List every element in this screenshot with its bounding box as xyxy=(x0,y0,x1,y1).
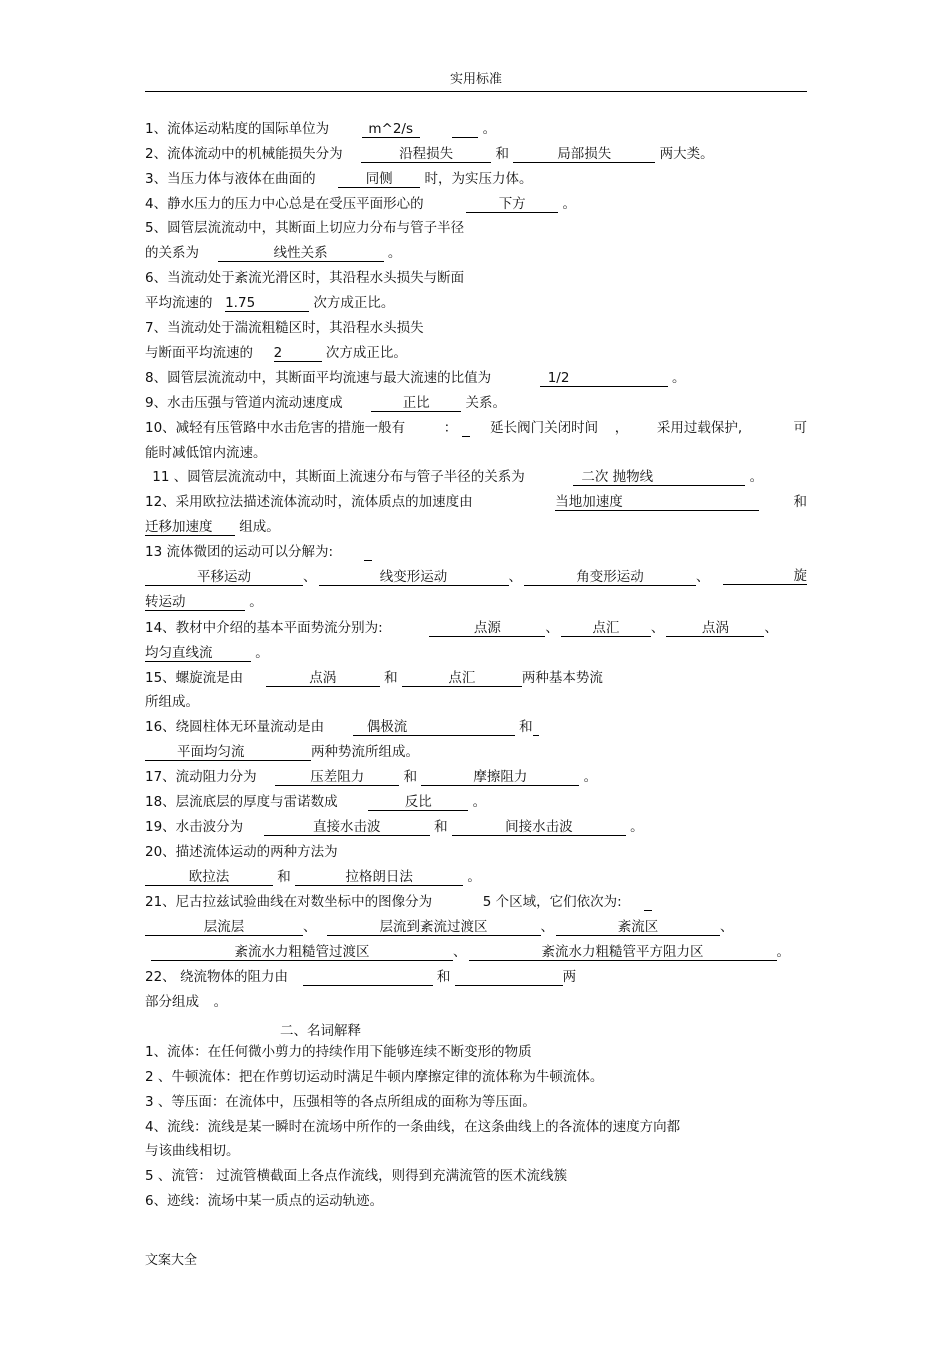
definition-item: 5 、流管： 过流管横截面上各点作流线，则得到充满流管的医术流线簇 xyxy=(145,1168,568,1184)
answer-blank-empty xyxy=(455,970,563,986)
answer-blank: 1.75 xyxy=(225,296,309,312)
question-text: 7、当流动处于湍流粗糙区时，其沿程水头损失 xyxy=(145,320,424,336)
question-text: 。 xyxy=(630,819,644,835)
question-16 xyxy=(145,719,807,736)
question-14-cont xyxy=(145,645,807,662)
question-text: 部分组成 xyxy=(145,994,199,1010)
question-text: 17、流动阻力分为 xyxy=(145,769,257,785)
answer-blank: 旋 xyxy=(723,569,807,585)
answer-blank: 层流层 xyxy=(145,920,303,936)
answer-blank: 点涡 xyxy=(266,671,380,687)
answer-blank-empty xyxy=(533,720,539,736)
question-5 xyxy=(145,220,807,236)
question-3 xyxy=(145,171,807,188)
question-text: 3、当压力体与液体在曲面的 xyxy=(145,171,316,187)
question-text: 10、减轻有压管路中水击危害的措施一般有 xyxy=(145,420,406,436)
question-12 xyxy=(145,494,807,511)
question-text: 。 xyxy=(562,196,576,212)
separator: 、 xyxy=(650,620,665,636)
question-18 xyxy=(145,794,807,811)
question-text: 。 xyxy=(671,370,686,386)
question-21-cont xyxy=(145,919,807,936)
answer-blank: 反比 xyxy=(368,795,468,811)
question-text: 4、静水压力的压力中心总是在受压平面形心的 xyxy=(145,196,424,212)
question-20-cont xyxy=(145,869,807,886)
answer-blank-empty xyxy=(303,970,433,986)
question-text: 19、水击波分为 xyxy=(145,819,244,835)
header-rule xyxy=(145,91,807,92)
answer-blank: 紊流水力粗糙管过渡区 xyxy=(151,945,453,961)
question-11 xyxy=(145,469,807,486)
answer-blank: 下方 xyxy=(466,197,558,213)
answer-blank: m^2/s xyxy=(362,122,420,138)
answer-blank: 迁移加速度 xyxy=(145,520,235,536)
answer-blank: 点源 xyxy=(429,621,545,637)
page-footer: 文案大全 xyxy=(145,1253,198,1268)
separator: 、 xyxy=(764,620,778,636)
answer-blank: 1/2 xyxy=(540,371,668,387)
question-text: 9、水击压强与管道内流动速度成 xyxy=(145,395,343,411)
question-text: 1、流体运动粘度的国际单位为 xyxy=(145,121,330,137)
question-19 xyxy=(145,819,807,836)
question-text: 13 流体微团的运动可以分解为: xyxy=(145,544,334,560)
question-16-cont xyxy=(145,744,807,761)
question-22 xyxy=(145,969,807,986)
answer-blank: 线性关系 xyxy=(218,246,384,262)
separator: 、 xyxy=(453,944,467,960)
question-13 xyxy=(145,544,807,561)
answer-blank: 沿程损失 xyxy=(361,147,491,163)
question-text: 个区域，它们依次为: xyxy=(495,894,622,910)
question-text: 16、绕圆柱体无环量流动是由 xyxy=(145,719,325,735)
question-text: 5、圆管层流流动中，其断面上切应力分布与管子半径 xyxy=(145,220,465,236)
answer-blank: 当地加速度 xyxy=(555,495,759,511)
question-text: 和 xyxy=(384,670,398,686)
question-text: 12、采用欧拉法描述流体流动时，流体质点的加速度由 xyxy=(145,494,473,510)
question-text: ， xyxy=(614,420,629,436)
answer-text: 延长阀门关闭时间 xyxy=(490,420,599,436)
question-7 xyxy=(145,320,807,336)
question-15-cont xyxy=(145,694,807,710)
question-text: 8、圆管层流流动中，其断面平均流速与最大流速的比值为 xyxy=(145,370,492,386)
question-10-cont xyxy=(145,445,807,461)
answer-blank: 欧拉法 xyxy=(145,870,273,886)
question-text: ： xyxy=(443,420,458,436)
question-text: 与断面平均流速的 xyxy=(145,345,253,361)
answer-blank: 层流到紊流过渡区 xyxy=(327,920,541,936)
question-4 xyxy=(145,196,807,213)
question-6-cont xyxy=(145,295,807,312)
question-text: 2、流体流动中的机械能损失分为 xyxy=(145,146,343,162)
question-text: 。 xyxy=(749,469,764,485)
answer-blank-empty xyxy=(452,122,478,138)
answer-blank: 拉格朗日法 xyxy=(295,870,463,886)
answer-blank: 同侧 xyxy=(338,172,420,188)
question-text: 两大类。 xyxy=(659,146,714,162)
answer-blank: 点涡 xyxy=(666,621,764,637)
question-text: 。 xyxy=(249,594,263,610)
separator: 、 xyxy=(303,569,317,585)
definition-item: 3 、等压面：在流体中，压强相等的各点所组成的面称为等压面。 xyxy=(145,1094,536,1110)
question-text: 15、螺旋流是由 xyxy=(145,670,244,686)
question-text: 所组成。 xyxy=(145,694,199,710)
answer-blank: 紊流水力粗糙管平方阻力区 xyxy=(469,945,777,961)
question-5-cont xyxy=(145,245,807,262)
separator: 、 xyxy=(545,620,559,636)
question-10 xyxy=(145,420,807,437)
question-text: 平均流速的 xyxy=(145,295,213,311)
question-text: 两种势流所组成。 xyxy=(311,744,419,760)
question-text: 22、 绕流物体的阻力由 xyxy=(145,969,288,985)
answer-blank: 平移运动 xyxy=(145,570,303,586)
question-text: 5 xyxy=(482,894,492,910)
question-13-cont xyxy=(145,569,807,586)
question-text: 能时减低馆内流速。 xyxy=(145,445,267,461)
question-text: 。 xyxy=(472,794,487,810)
question-text: 和 xyxy=(434,819,448,835)
question-text: 20、描述流体运动的两种方法为 xyxy=(145,844,338,860)
separator: 、 xyxy=(540,919,554,935)
question-text: 。 xyxy=(776,944,790,960)
question-text: 可 xyxy=(793,420,807,436)
answer-blank: 角变形运动 xyxy=(524,570,696,586)
answer-blank-empty xyxy=(644,895,652,911)
question-text: 6、当流动处于紊流光滑区时，其沿程水头损失与断面 xyxy=(145,270,465,286)
question-17 xyxy=(145,769,807,786)
answer-blank: 转运动 xyxy=(145,595,245,611)
separator: 、 xyxy=(508,569,522,585)
answer-blank: 均匀直线流 xyxy=(145,646,251,662)
answer-blank: 紊流区 xyxy=(556,920,720,936)
question-text: 。 xyxy=(387,245,402,261)
answer-blank-empty xyxy=(462,421,470,437)
answer-blank: 正比 xyxy=(371,396,461,412)
separator: 、 xyxy=(303,919,317,935)
question-text: 18、层流底层的厚度与雷诺数成 xyxy=(145,794,338,810)
section-title: 二、名词解释 xyxy=(280,1023,361,1039)
question-text: 21、尼古拉兹试验曲线在对数坐标中的图像分为 xyxy=(145,894,433,910)
answer-blank: 间接水击波 xyxy=(452,820,626,836)
question-2 xyxy=(145,146,807,163)
question-text: 和 xyxy=(277,869,291,885)
definition-item: 1、流体：在任何微小剪力的持续作用下能够连续不断变形的物质 xyxy=(145,1044,532,1060)
answer-blank: 摩擦阻力 xyxy=(421,770,579,786)
question-8 xyxy=(145,370,807,387)
question-text: 和 xyxy=(495,146,509,162)
question-text: 和 xyxy=(436,969,451,985)
question-text: 次方成正比。 xyxy=(313,295,395,311)
definition-item: 2 、牛顿流体：把在作剪切运动时满足牛顿内摩擦定律的流体称为牛顿流体。 xyxy=(145,1069,604,1085)
question-1 xyxy=(145,121,807,138)
question-7-cont xyxy=(145,345,807,362)
question-22-cont xyxy=(145,994,807,1010)
answer-text: 采用过载保护, xyxy=(656,420,743,436)
answer-blank: 平面均匀流 xyxy=(145,745,311,761)
page-header: 实用标准 xyxy=(449,72,502,87)
answer-blank: 点汇 xyxy=(402,671,522,687)
question-15 xyxy=(145,670,807,687)
question-14 xyxy=(145,620,807,637)
question-text: 。 xyxy=(482,121,497,137)
definition-item: 4、流线：流线是某一瞬时在流场中所作的一条曲线，在这条曲线上的各流体的速度方向都 xyxy=(145,1119,681,1135)
question-text: 的关系为 xyxy=(145,245,199,261)
separator: 、 xyxy=(720,919,734,935)
question-9 xyxy=(145,395,807,412)
answer-blank: 偶极流 xyxy=(353,720,515,736)
separator: 、 xyxy=(696,569,710,585)
answer-blank-empty xyxy=(364,545,372,561)
answer-blank: 二次 抛物线 xyxy=(573,470,745,486)
question-text: 。 xyxy=(583,769,598,785)
question-text: 14、教材中介绍的基本平面势流分别为: xyxy=(145,620,383,636)
question-text: 次方成正比。 xyxy=(325,345,407,361)
answer-blank: 局部损失 xyxy=(513,147,655,163)
question-20 xyxy=(145,844,807,860)
answer-blank: 直接水击波 xyxy=(264,820,430,836)
question-text: 。 xyxy=(467,869,481,885)
question-text: 和 xyxy=(519,719,533,735)
question-text: 和 xyxy=(403,769,418,785)
question-text: 。 xyxy=(255,645,269,661)
question-12-cont xyxy=(145,519,807,536)
question-21-cont2 xyxy=(145,944,807,961)
definition-item: 6、迹线：流场中某一质点的运动轨迹。 xyxy=(145,1193,384,1209)
question-text: 和 xyxy=(793,494,807,510)
question-text: 关系。 xyxy=(465,395,506,411)
question-text: 两 xyxy=(562,969,577,985)
question-text: 两种基本势流 xyxy=(521,670,603,686)
answer-blank: 压差阻力 xyxy=(275,770,399,786)
question-13-cont2 xyxy=(145,594,807,611)
question-6 xyxy=(145,270,807,286)
definition-item-cont: 与该曲线相切。 xyxy=(145,1143,240,1159)
question-21 xyxy=(145,894,807,911)
answer-blank: 线变形运动 xyxy=(319,570,509,586)
answer-blank: 2 xyxy=(274,346,322,362)
question-text: 11 、圆管层流流动中，其断面上流速分布与管子半径的关系为 xyxy=(152,469,525,485)
question-text: 组成。 xyxy=(239,519,280,535)
question-text: 。 xyxy=(213,994,228,1010)
answer-blank: 点汇 xyxy=(561,621,651,637)
question-text: 时，为实压力体。 xyxy=(424,171,533,187)
